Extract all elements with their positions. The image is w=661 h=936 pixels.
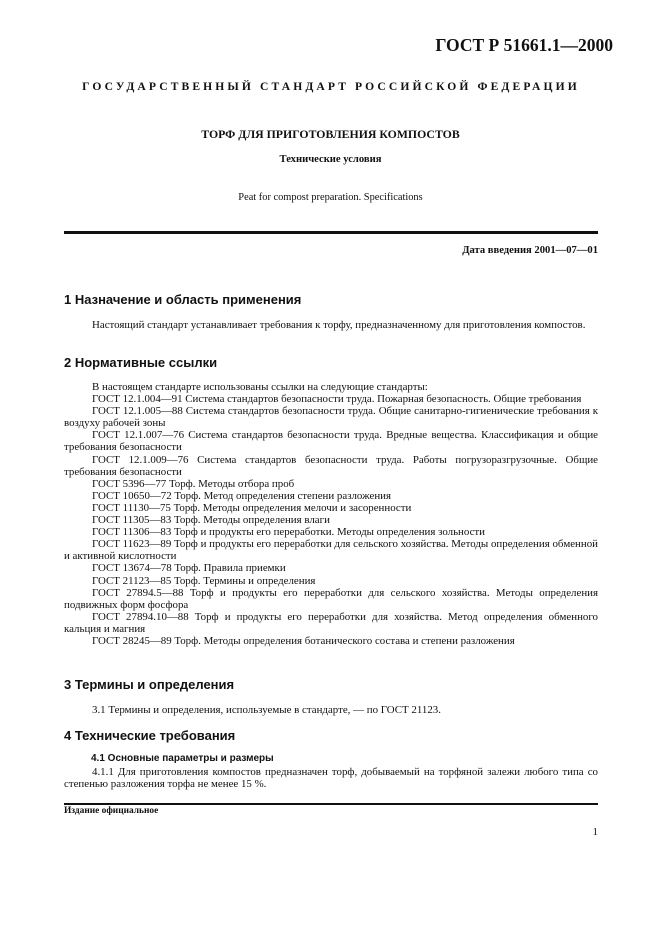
section-2-body bbox=[64, 381, 598, 647]
official-edition-label: Издание официальное bbox=[64, 806, 159, 816]
section-3-body bbox=[64, 704, 598, 716]
reference-item: ГОСТ 21123—85 Торф. Термины и определения bbox=[92, 574, 316, 587]
reference-item: ГОСТ 11306—83 Торф и продукты его переработки. Методы определения зольности bbox=[92, 526, 486, 539]
subsection-4-1-heading: 4.1 Основные параметры и размеры bbox=[91, 753, 274, 764]
section-4-body bbox=[64, 766, 598, 790]
reference-item: ГОСТ 11130—75 Торф. Методы определения мелочи и засоренности bbox=[92, 501, 412, 514]
reference-item: ГОСТ 12.1.004—91 Система стандартов безопасности труда. Пожарная безопасность. Общие требования bbox=[92, 393, 582, 406]
section-2-heading: 2 Нормативные ссылки bbox=[64, 355, 218, 370]
reference-item: ГОСТ 12.1.009—76 Система стандартов безопасности труда. Работы погрузоразгрузочные. Общие требования безопасности bbox=[64, 453, 598, 478]
reference-item: ГОСТ 5396—77 Торф. Методы отбора проб bbox=[92, 477, 295, 490]
reference-item: ГОСТ 13674—78 Торф. Правила приемки bbox=[92, 562, 286, 575]
document-number: ГОСТ Р 51661.1—2000 bbox=[435, 35, 613, 55]
section-1-body bbox=[64, 319, 598, 331]
paragraph: Настоящий стандарт устанавливает требования к торфу, предназначенному для приготовления компостов. bbox=[92, 319, 586, 331]
reference-item: ГОСТ 27894.5—88 Торф и продукты его переработки для сельского хозяйства. Методы определения подвижных форм фосфора bbox=[64, 586, 598, 611]
section-1-heading: 1 Назначение и область применения bbox=[64, 292, 302, 307]
introduction-date: Дата введения 2001—07—01 bbox=[462, 245, 598, 256]
reference-item: ГОСТ 12.1.007—76 Система стандартов безопасности труда. Вредные вещества. Классификация и общие требования безопасности bbox=[64, 429, 598, 454]
paragraph: В настоящем стандарте использованы ссылки на следующие стандарты: bbox=[92, 381, 428, 393]
reference-item: ГОСТ 11623—89 Торф и продукты его переработки для сельского хозяйства. Методы определения обменной и активной кислотности bbox=[64, 538, 598, 563]
document-title: ТОРФ ДЛЯ ПРИГОТОВЛЕНИЯ КОМПОСТОВ bbox=[201, 127, 460, 141]
state-standard-banner: ГОСУДАРСТВЕННЫЙ СТАНДАРТ РОССИЙСКОЙ ФЕДЕРАЦИИ bbox=[82, 80, 580, 93]
reference-item: ГОСТ 27894.10—88 Торф и продукты его переработки для хозяйства. Метод определения обменного кальция и магния bbox=[64, 610, 598, 635]
reference-item: ГОСТ 28245—89 Торф. Методы определения ботанического состава и степени разложения bbox=[92, 634, 515, 647]
document-subtitle: Технические условия bbox=[279, 154, 382, 165]
page-number: 1 bbox=[592, 826, 598, 838]
reference-item: ГОСТ 11305—83 Торф. Методы определения влаги bbox=[92, 514, 330, 527]
header-divider bbox=[64, 231, 598, 234]
paragraph: 4.1.1 Для приготовления компостов предназначен торф, добываемый на торфяной залежи любого типа со степенью разложения торфа не менее 15 %. bbox=[64, 766, 598, 791]
reference-item: ГОСТ 12.1.005—88 Система стандартов безопасности труда. Общие санитарно-гигиенические требования к воздуху рабочей зоны bbox=[64, 405, 598, 430]
section-3-heading: 3 Термины и определения bbox=[64, 677, 235, 692]
footer-divider bbox=[64, 803, 598, 805]
paragraph: 3.1 Термины и определения, используемые в стандарте, — по ГОСТ 21123. bbox=[92, 704, 441, 716]
english-title: Peat for compost preparation. Specifications bbox=[238, 192, 423, 203]
reference-item: ГОСТ 10650—72 Торф. Метод определения степени разложения bbox=[92, 489, 391, 502]
section-4-heading: 4 Технические требования bbox=[64, 728, 236, 743]
